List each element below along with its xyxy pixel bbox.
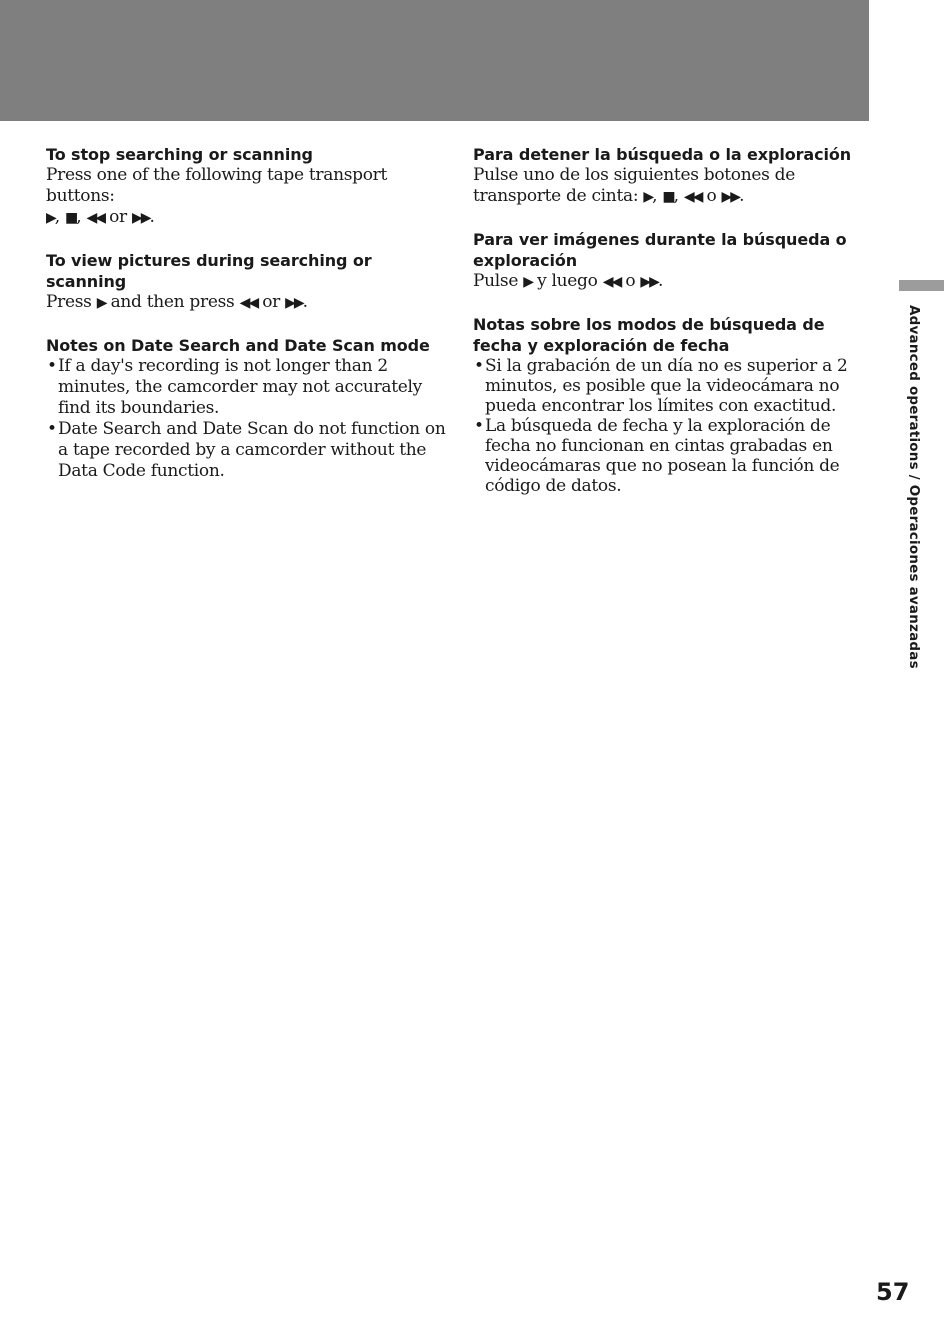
stop-icon: ■ xyxy=(662,189,674,205)
rewind-icon: ◀◀ xyxy=(683,189,702,205)
stop-sep2-en: , xyxy=(76,207,87,227)
play-icon: ▶ xyxy=(643,189,653,205)
play-icon: ▶ xyxy=(523,274,532,290)
view-section-en xyxy=(46,250,446,314)
notes-list-es xyxy=(473,356,873,496)
side-tab-marker xyxy=(899,280,944,291)
fast-forward-icon: ▶▶ xyxy=(721,189,740,205)
view-or-es: o xyxy=(620,271,641,291)
bullet: • xyxy=(474,356,484,376)
stop-heading-es: Para detener la búsqueda o la exploración xyxy=(473,145,852,164)
view-section-es xyxy=(473,229,873,293)
fast-forward-icon: ▶▶ xyxy=(285,295,303,311)
bullet: • xyxy=(47,356,57,376)
stop-heading-en: To stop searching or scanning xyxy=(46,145,313,164)
view-then-es: y luego xyxy=(532,271,603,291)
stop-text-es-1: Pulse uno de los siguientes botones de transporte de cinta: xyxy=(473,165,796,206)
fast-forward-icon: ▶▶ xyxy=(640,274,658,290)
note-text: Si la grabación de un día no es superior a 2 minutos, es posible que la videocámara no pueda encontrar los límites con exactitud. xyxy=(485,356,848,416)
view-text-es xyxy=(473,271,873,293)
stop-or-es: o xyxy=(701,186,722,206)
note-text: Date Search and Date Scan do not function on a tape recorded by a camcorder without the Data Code function. xyxy=(58,419,446,481)
english-column xyxy=(46,144,446,503)
notes-section-es xyxy=(473,314,873,496)
stop-sep1-es: , xyxy=(652,186,663,206)
page-number: 57 xyxy=(876,1278,910,1306)
notes-heading-en: Notes on Date Search and Date Scan mode xyxy=(46,336,430,355)
notes-list-en xyxy=(46,356,446,482)
bullet: • xyxy=(47,419,57,439)
stop-end-es: . xyxy=(739,186,745,206)
note-text: If a day's recording is not longer than 2 minutes, the camcorder may not accurately find its boundaries. xyxy=(58,356,422,418)
view-then-en: and then press xyxy=(105,292,240,312)
rewind-icon: ◀◀ xyxy=(86,210,104,226)
bullet: • xyxy=(474,416,484,436)
notes-section-en xyxy=(46,335,446,482)
stop-sep2-es: , xyxy=(673,186,684,206)
rewind-icon: ◀◀ xyxy=(602,274,621,290)
stop-text-en xyxy=(46,165,446,229)
list-item xyxy=(473,356,873,416)
stop-end-en: . xyxy=(149,207,155,227)
note-text: La búsqueda de fecha y la exploración de fecha no funcionan en cintas grabadas en videocámaras que no posean la función de código de datos. xyxy=(485,416,840,496)
rewind-icon: ◀◀ xyxy=(239,295,258,311)
fast-forward-icon: ▶▶ xyxy=(131,210,150,226)
stop-text-en-1: Press one of the following tape transport buttons: xyxy=(46,165,388,206)
stop-section-es xyxy=(473,144,873,208)
header-band xyxy=(0,0,869,121)
stop-text-es xyxy=(473,165,873,208)
play-icon: ▶ xyxy=(46,210,55,226)
list-item xyxy=(46,419,446,482)
view-end-es: . xyxy=(657,271,664,291)
spanish-column xyxy=(473,144,873,517)
stop-or-en: or xyxy=(104,207,132,227)
play-icon: ▶ xyxy=(96,295,106,311)
view-press-es: Pulse xyxy=(473,271,524,291)
list-item xyxy=(46,356,446,419)
stop-icon: ■ xyxy=(65,210,77,226)
view-end-en: . xyxy=(302,292,308,312)
stop-sep1-en: , xyxy=(54,207,65,227)
view-or-en: or xyxy=(257,292,286,312)
view-heading-en: To view pictures during searching or scanning xyxy=(46,251,372,291)
list-item xyxy=(473,416,873,496)
view-text-en xyxy=(46,292,446,314)
side-section-label: Advanced operations / Operaciones avanzadas xyxy=(906,305,922,669)
view-press-en: Press xyxy=(46,292,97,312)
notes-heading-es: Notas sobre los modos de búsqueda de fecha y exploración de fecha xyxy=(473,315,825,355)
stop-section-en xyxy=(46,144,446,229)
view-heading-es: Para ver imágenes durante la búsqueda o exploración xyxy=(473,230,847,270)
